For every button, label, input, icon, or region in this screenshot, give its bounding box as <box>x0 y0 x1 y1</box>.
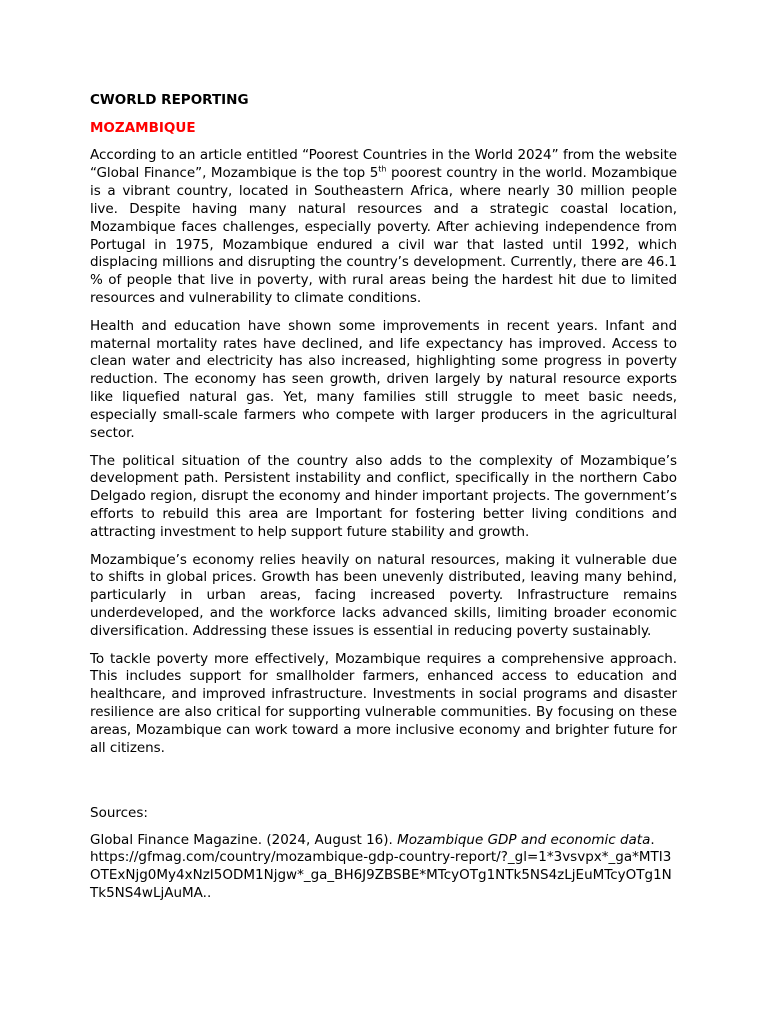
paragraph-economy: Mozambique’s economy relies heavily on natural resources, making it vulnerable due to shifts in global prices. Growth has been unevenly distributed, leaving many behind, particularly in urban areas, facing increased poverty. Infrastructure remains underdeveloped, and the workforce lacks advanced skills, limiting broader economic diversification. Addressing these issues is essential in reducing poverty sustainably. <box>90 551 677 640</box>
paragraph-health-education: Health and education have shown some improvements in recent years. Infant and maternal mortality rates have declined, and life expectancy has improved. Access to clean water and electricity has also increased, highlighting some progress in poverty reduction. The economy has seen growth, driven largely by natural resource exports like liquefied natural gas. Yet, many families still struggle to meet basic needs, especially small-scale farmers who compete with larger producers in the agricultural sector. <box>90 317 677 442</box>
source-citation <box>90 832 677 904</box>
paragraph-tackle-poverty: To tackle poverty more effectively, Mozambique requires a comprehensive approach. This includes support for smallholder farmers, enhanced access to education and healthcare, and improved infrastructure. Investments in social programs and disaster resilience are also critical for supporting vulnerable communities. By focusing on these areas, Mozambique can work toward a more inclusive economy and brighter future for all citizens. <box>90 650 677 757</box>
sources-label: Sources: <box>90 804 148 821</box>
paragraph-intro-text-b: poorest country in the world. Mozambique is a vibrant country, located in Southeastern Africa, where nearly 30 million people live. Despite having many natural resources and a strategic coastal location, Mozambique faces challenges, especially poverty. After achieving independence from Portugal in 1975, Mozambique endured a civil war that lasted until 1992, which displacing millions and disrupting the country’s development. Currently, there are 46.1 % of people that live in poverty, with rural areas being the hardest hit due to limited resources and vulnerability to climate conditions. <box>90 164 677 307</box>
country-heading: MOZAMBIQUE <box>90 120 196 136</box>
citation-period: . <box>650 831 655 848</box>
ordinal-superscript: th <box>378 164 387 174</box>
citation-url[interactable]: https://gfmag.com/country/mozambique-gdp-country-report/?_gl=1*3vsvpx*_ga*MTI3OTExNjg0My4xNzI5ODM1Njgw*_ga_BH6J9ZBSBE*MTcyOTg1NTk5NS4zLjEuMTcyOTg1NTk5NS4wLjAuMA.. <box>90 849 672 902</box>
document-title: CWORLD REPORTING <box>90 92 249 108</box>
spacer <box>90 768 677 804</box>
paragraph-political-situation: The political situation of the country also adds to the complexity of Mozambique’s development path. Persistent instability and conflict, specifically in the northern Cabo Delgado region, disrupt the economy and hinder important projects. The government’s efforts to rebuild this area are Important for fostering better living conditions and attracting investment to help support future stability and growth. <box>90 452 677 541</box>
citation-title: Mozambique GDP and economic data <box>397 831 651 848</box>
paragraph-intro <box>90 147 677 308</box>
paragraph-intro-text-a: According to an article entitled “Poorest Countries in the World 2024” from the website “Global Finance”, Mozambique is the top 5 <box>90 147 677 181</box>
citation-prefix: Global Finance Magazine. (2024, August 16). <box>90 831 398 848</box>
document-page <box>90 91 677 903</box>
